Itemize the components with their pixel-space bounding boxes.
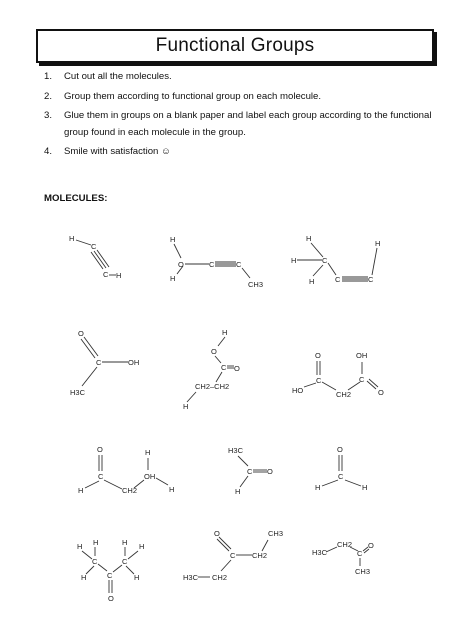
atom-label: H3C	[312, 548, 328, 557]
section-heading: MOLECULES:	[44, 193, 108, 204]
atom-label: O	[267, 467, 273, 476]
atom-label: O	[368, 541, 374, 550]
atom-label: C	[357, 549, 363, 558]
molecule-5	[183, 328, 240, 411]
atom-label: H	[81, 573, 87, 582]
molecule-4	[70, 329, 139, 397]
item-number: 1.	[44, 71, 53, 82]
atom-label: C	[247, 467, 253, 476]
item-number: 4.	[44, 146, 53, 157]
atom-label: CH2	[336, 390, 352, 399]
atom-label: H	[170, 274, 176, 283]
atom-label: C	[221, 363, 227, 372]
atom-label: H	[169, 485, 175, 494]
atom-label: H	[69, 234, 75, 243]
atom-label: C	[322, 256, 328, 265]
atom-label: H	[362, 483, 368, 492]
atom-label: OH	[144, 472, 156, 481]
molecule-7	[78, 445, 174, 495]
atom-label: H	[170, 235, 176, 244]
atom-label: C	[98, 472, 104, 481]
atom-label: O	[108, 594, 114, 603]
atom-label: O	[378, 388, 384, 397]
atom-label: C	[236, 260, 242, 269]
atom-label: O	[337, 445, 343, 454]
atom-label: CH2	[122, 486, 138, 495]
atom-label: O	[234, 364, 240, 373]
atom-label: H	[306, 234, 312, 243]
atom-label: H	[77, 542, 83, 551]
atom-label: H	[145, 448, 151, 457]
item-number: 3.	[44, 110, 53, 121]
atom-label: O	[211, 347, 217, 356]
atom-label: O	[315, 351, 321, 360]
atom-label: H	[183, 402, 189, 411]
atom-label: CH3	[355, 567, 371, 576]
molecule-11	[183, 529, 283, 582]
atom-label: H	[235, 487, 241, 496]
atom-label: CH2	[252, 551, 268, 560]
atom-label: C	[230, 551, 236, 560]
item-text: Cut out all the molecules.	[64, 71, 172, 82]
atom-label: HO	[292, 386, 304, 395]
atom-label: C	[107, 571, 113, 580]
atom-label: H3C	[183, 573, 199, 582]
atom-label: H	[222, 328, 228, 337]
atom-label: H	[122, 538, 128, 547]
item-text: Group them according to functional group on each molecule.	[64, 90, 322, 102]
atom-label: H	[93, 538, 99, 547]
atom-label: H	[375, 239, 381, 248]
atom-label: O	[97, 445, 103, 454]
atom-label: O	[78, 329, 84, 338]
atom-label: CH3	[248, 280, 264, 289]
atom-label: C	[122, 557, 128, 566]
atom-label: H	[78, 486, 84, 495]
atom-label: C	[209, 260, 215, 269]
atom-label: H	[116, 271, 122, 280]
atom-label: H	[315, 483, 321, 492]
atom-label: H	[291, 256, 297, 265]
atom-label: H	[139, 542, 145, 551]
atom-label: CH2	[337, 540, 353, 549]
atom-label: O	[178, 260, 184, 269]
atom-label: C	[335, 275, 341, 284]
molecule-12	[312, 540, 374, 576]
atom-label: C	[92, 557, 98, 566]
item-text: Smile with satisfaction ☺	[64, 146, 171, 157]
atom-label: OH	[128, 358, 140, 367]
atom-label: H	[134, 573, 140, 582]
molecule-1	[69, 234, 121, 280]
atom-label: CH3	[268, 529, 284, 538]
atom-label: H3C	[228, 446, 244, 455]
item-text: Glue them in groups on a blank paper and label each group according to the functional group found in each molecule in the group.	[64, 110, 432, 138]
atom-label: H3C	[70, 388, 86, 397]
molecule-8	[228, 446, 273, 496]
atom-label: C	[96, 358, 102, 367]
atom-label: C	[103, 270, 109, 279]
atom-label: C	[338, 472, 344, 481]
atom-label: O	[214, 529, 220, 538]
atom-label: CH2	[212, 573, 228, 582]
atom-label: C	[368, 275, 374, 284]
molecule-10	[77, 538, 144, 603]
atom-label: CH2–CH2	[195, 382, 230, 391]
molecule-3	[291, 234, 380, 286]
atom-label: H	[309, 277, 315, 286]
atom-label: C	[91, 242, 97, 251]
atom-label: OH	[356, 351, 368, 360]
molecule-9	[315, 445, 367, 492]
item-number: 2.	[44, 90, 53, 102]
page-title: Functional Groups	[155, 35, 315, 56]
molecule-6	[292, 351, 384, 399]
atom-label: C	[316, 376, 322, 385]
atom-label: C	[359, 375, 365, 384]
molecule-2	[170, 235, 263, 289]
